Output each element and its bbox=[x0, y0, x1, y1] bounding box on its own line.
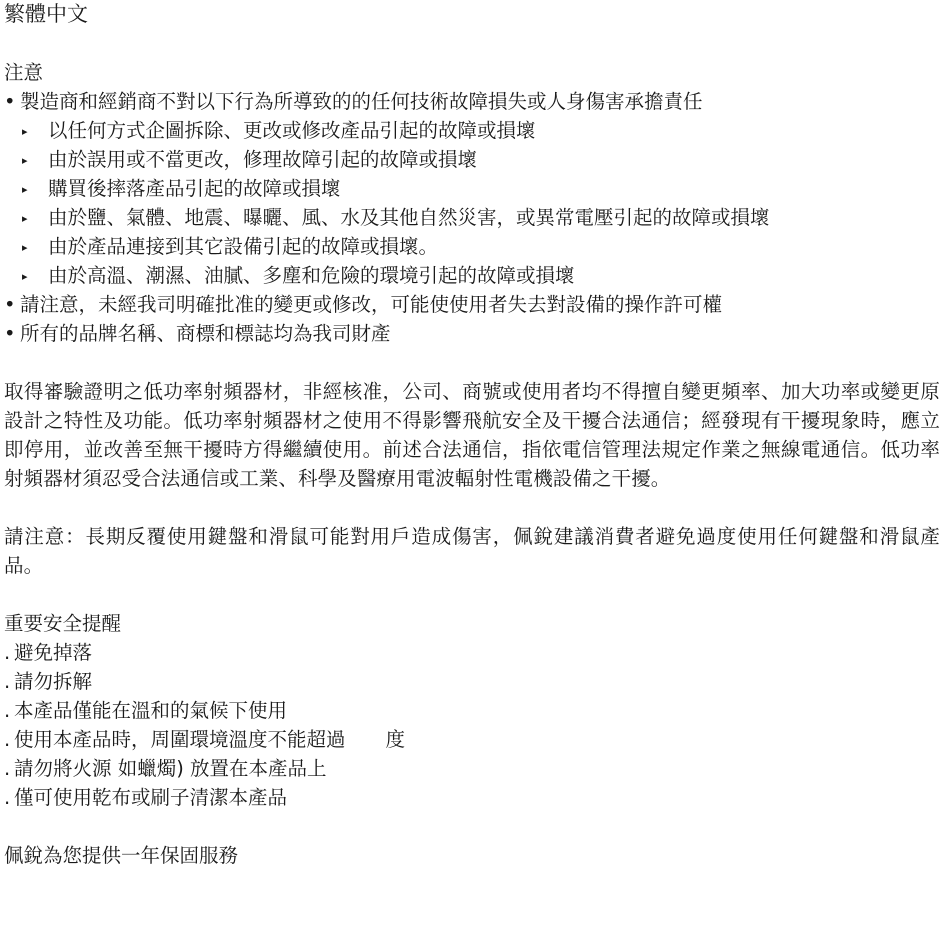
item-marker: . bbox=[4, 699, 11, 722]
notice-sub-item bbox=[4, 174, 944, 203]
triangle-bullet-icon: ▸ bbox=[22, 154, 28, 167]
sub-item-text: 以任何方式企圖拆除、更改或修改產品引起的故障或損壞 bbox=[48, 119, 536, 142]
bullet-text: 所有的品牌名稱、商標和標誌均為我司財產 bbox=[20, 322, 391, 345]
sub-item-text: 由於誤用或不當更改，修理故障引起的故障或損壞 bbox=[48, 148, 478, 171]
bullet-icon: • bbox=[4, 322, 16, 345]
spacer bbox=[4, 812, 944, 841]
notice-bullet-modification bbox=[4, 290, 944, 319]
triangle-bullet-icon: ▸ bbox=[22, 125, 28, 138]
triangle-bullet-icon: ▸ bbox=[22, 241, 28, 254]
sub-item-text: 由於高溫、潮濕、油膩、多塵和危險的環境引起的故障或損壞 bbox=[48, 264, 575, 287]
sub-item-text: 由於產品連接到其它設備引起的故障或損壞。 bbox=[48, 235, 439, 258]
notice-sub-item bbox=[4, 232, 944, 261]
bullet-icon: • bbox=[4, 90, 16, 113]
triangle-bullet-icon: ▸ bbox=[22, 183, 28, 196]
temperature-text: 使用本產品時，周圍環境溫度不能超過 bbox=[14, 728, 346, 751]
notice-bullet-trademark bbox=[4, 319, 944, 348]
ncc-regulation-paragraph: 取得審驗證明之低功率射頻器材，非經核准，公司、商號或使用者均不得擅自變更頻率、加大功率或變更原設計之特性及功能。低功率射頻器材之使用不得影響飛航安全及干擾合法通信；經發現有干擾現象時，應立即停用，並改善至無干擾時方得繼續使用。前述合法通信，指依電信管理法規定作業之無線電通信。低功率射頻器材須忍受合法通信或工業、科學及醫療用電波輻射性電機設備之干擾。 bbox=[4, 380, 940, 490]
safety-item-text: 本產品僅能在溫和的氣候下使用 bbox=[14, 699, 288, 722]
safety-item-text: 避免掉落 bbox=[14, 641, 93, 664]
item-marker: . bbox=[4, 670, 11, 693]
safety-item-text: 請勿將火源 如蠟燭) 放置在本產品上 bbox=[14, 757, 327, 780]
triangle-bullet-icon: ▸ bbox=[22, 212, 28, 225]
notice-sub-item bbox=[4, 116, 944, 145]
spacer bbox=[4, 493, 944, 522]
sub-item-text: 購買後摔落產品引起的故障或損壞 bbox=[48, 177, 341, 200]
sub-item-text: 由於鹽、氣體、地震、曝曬、風、水及其他自然災害，或異常電壓引起的故障或損壞 bbox=[48, 206, 770, 229]
spacer bbox=[4, 580, 944, 609]
spacer bbox=[4, 29, 944, 58]
health-warning-paragraph: 請注意：長期反覆使用鍵盤和滑鼠可能對用戶造成傷害，佩銳建議消費者避免過度使用任何鍵盤和滑鼠產品。 bbox=[4, 525, 940, 577]
notice-heading: 注意 bbox=[4, 61, 44, 84]
triangle-bullet-icon: ▸ bbox=[22, 270, 28, 283]
safety-item bbox=[4, 638, 944, 667]
bullet-text: 製造商和經銷商不對以下行為所導致的的任何技術故障損失或人身傷害承擔責任 bbox=[20, 90, 703, 113]
safety-item bbox=[4, 667, 944, 696]
item-marker: . bbox=[4, 641, 11, 664]
item-marker: . bbox=[4, 757, 11, 780]
bullet-text: 請注意，未經我司明確批准的變更或修改，可能使使用者失去對設備的操作許可權 bbox=[20, 293, 723, 316]
document-page bbox=[4, 0, 944, 870]
safety-item bbox=[4, 696, 944, 725]
language-title: 繁體中文 bbox=[4, 2, 88, 26]
safety-item bbox=[4, 754, 944, 783]
item-marker: . bbox=[4, 786, 11, 809]
temperature-unit: 度 bbox=[385, 728, 406, 751]
safety-item-temperature bbox=[4, 725, 944, 754]
spacer bbox=[4, 348, 944, 377]
notice-bullet-liability bbox=[4, 87, 944, 116]
bullet-icon: • bbox=[4, 293, 16, 316]
safety-item-text: 僅可使用乾布或刷子清潔本產品 bbox=[14, 786, 288, 809]
notice-sub-item bbox=[4, 261, 944, 290]
safety-item-text: 請勿拆解 bbox=[14, 670, 93, 693]
safety-item bbox=[4, 783, 944, 812]
warranty-statement: 佩銳為您提供一年保固服務 bbox=[4, 844, 239, 867]
notice-sub-item bbox=[4, 203, 944, 232]
item-marker: . bbox=[4, 728, 11, 751]
safety-heading: 重要安全提醒 bbox=[4, 612, 122, 635]
notice-sub-item bbox=[4, 145, 944, 174]
